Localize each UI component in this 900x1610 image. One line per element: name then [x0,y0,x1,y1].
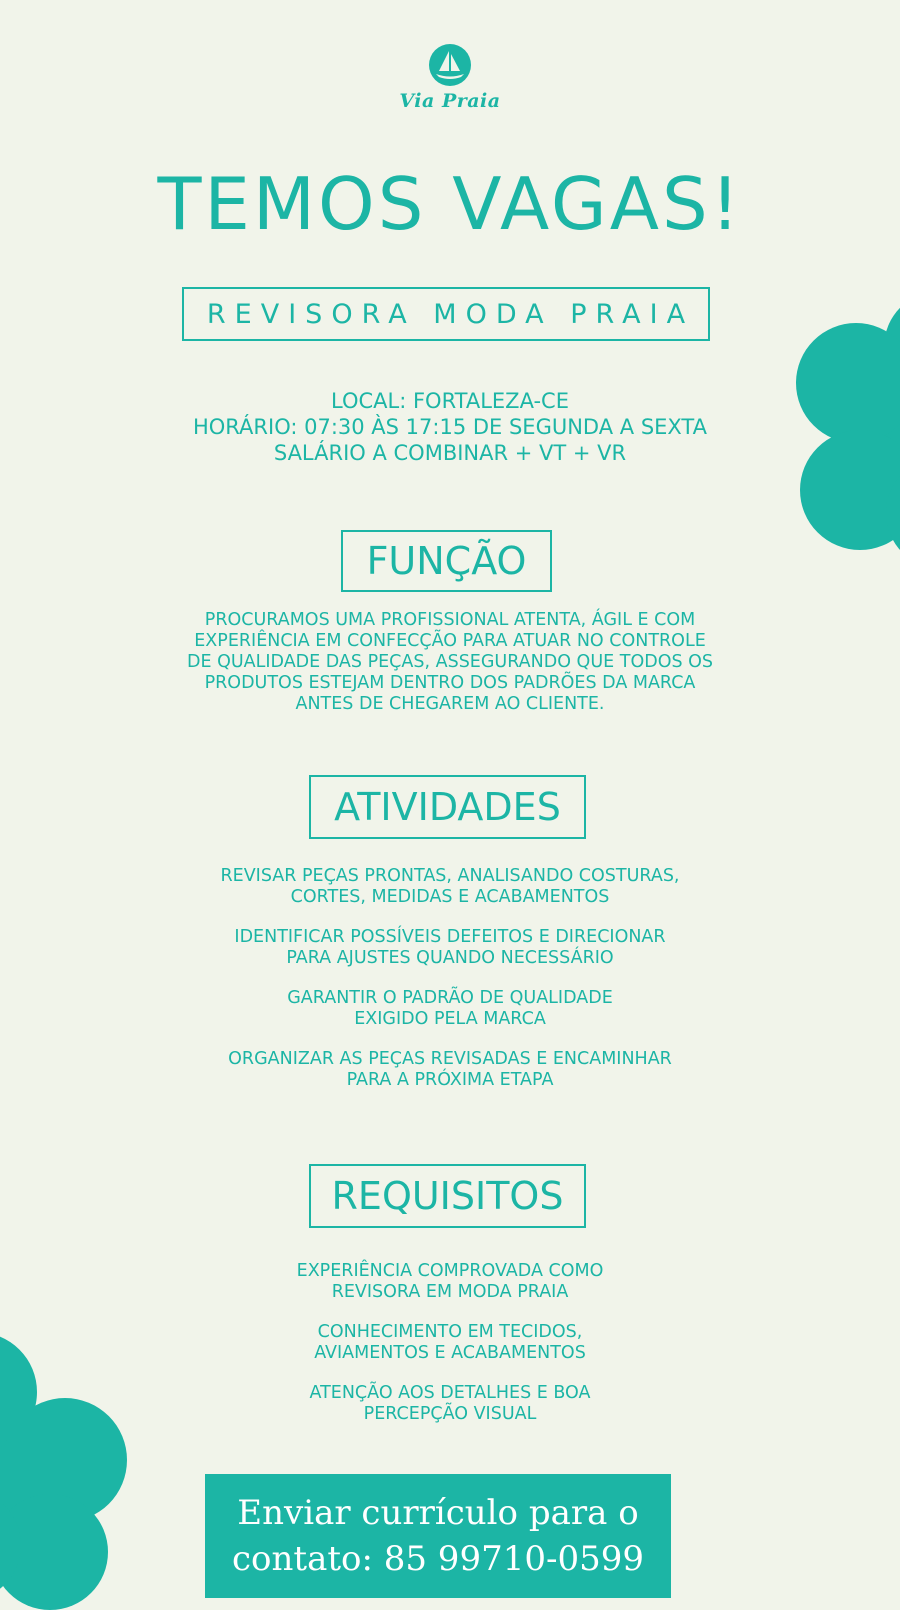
contact-line-1: Enviar currículo para o [237,1493,639,1533]
list-item-line: ORGANIZAR AS PEÇAS REVISADAS E ENCAMINHAR [228,1049,672,1069]
list-item-line: EXPERIÊNCIA COMPROVADA COMO [296,1261,604,1281]
requisitos-heading-box [309,1164,586,1228]
list-item [150,1261,750,1303]
list-item-line: AVIAMENTOS E ACABAMENTOS [314,1343,586,1363]
list-item-line: PARA AJUSTES QUANDO NECESSÁRIO [286,948,614,968]
list-item-line: REVISAR PEÇAS PRONTAS, ANALISANDO COSTURAS, [220,866,680,886]
list-item [150,1322,750,1364]
role-title: REVISORA MODA PRAIA [206,298,695,330]
brand-logo [0,42,900,112]
list-item-line: ATENÇÃO AOS DETALHES E BOA [309,1383,591,1403]
list-item-line: CONHECIMENTO EM TECIDOS, [317,1322,583,1342]
salary-text: SALÁRIO A COMBINAR + VT + VR [273,441,627,465]
hours-text: HORÁRIO: 07:30 ÀS 17:15 DE SEGUNDA A SEXTA [192,415,707,439]
funcao-line: EXPERIÊNCIA EM CONFECÇÃO PARA ATUAR NO CONTROLE [194,631,706,651]
list-item-line: REVISORA EM MODA PRAIA [331,1282,569,1302]
requisitos-list [150,1261,750,1444]
atividades-heading-box [309,775,586,839]
atividades-heading: ATIVIDADES [334,785,561,829]
role-box [182,287,710,341]
flower-decoration-left-icon [0,1330,135,1610]
list-item-line: PERCEPÇÃO VISUAL [363,1404,537,1424]
brand-name: Via Praia [399,90,501,112]
funcao-line: DE QUALIDADE DAS PEÇAS, ASSEGURANDO QUE TODOS OS [186,652,714,672]
list-item [150,866,750,908]
job-info [0,388,900,466]
funcao-line: ANTES DE CHEGAREM AO CLIENTE. [295,694,605,714]
funcao-line: PROCURAMOS UMA PROFISSIONAL ATENTA, ÁGIL E COM [204,610,696,630]
funcao-description [120,610,780,715]
requisitos-heading: REQUISITOS [331,1174,564,1218]
list-item-line: CORTES, MEDIDAS E ACABAMENTOS [290,887,610,907]
list-item-line: IDENTIFICAR POSSÍVEIS DEFEITOS E DIRECIONAR [234,927,666,947]
headline: TEMOS VAGAS! [157,162,743,246]
list-item [150,988,750,1030]
list-item [150,1383,750,1425]
location-text: LOCAL: FORTALEZA-CE [331,389,569,413]
contact-line-2: contato: 85 99710-0599 [232,1539,644,1579]
list-item-line: PARA A PRÓXIMA ETAPA [346,1070,554,1090]
list-item-line: EXIGIDO PELA MARCA [354,1009,546,1029]
funcao-heading: FUNÇÃO [366,539,527,583]
funcao-heading-box [341,530,552,592]
list-item [150,927,750,969]
funcao-line: PRODUTOS ESTEJAM DENTRO DOS PADRÕES DA MARCA [204,673,696,693]
contact-banner [205,1474,671,1598]
list-item-line: GARANTIR O PADRÃO DE QUALIDADE [287,988,613,1008]
sailboat-logo-icon [427,42,473,88]
list-item [150,1049,750,1091]
atividades-list [150,866,750,1110]
